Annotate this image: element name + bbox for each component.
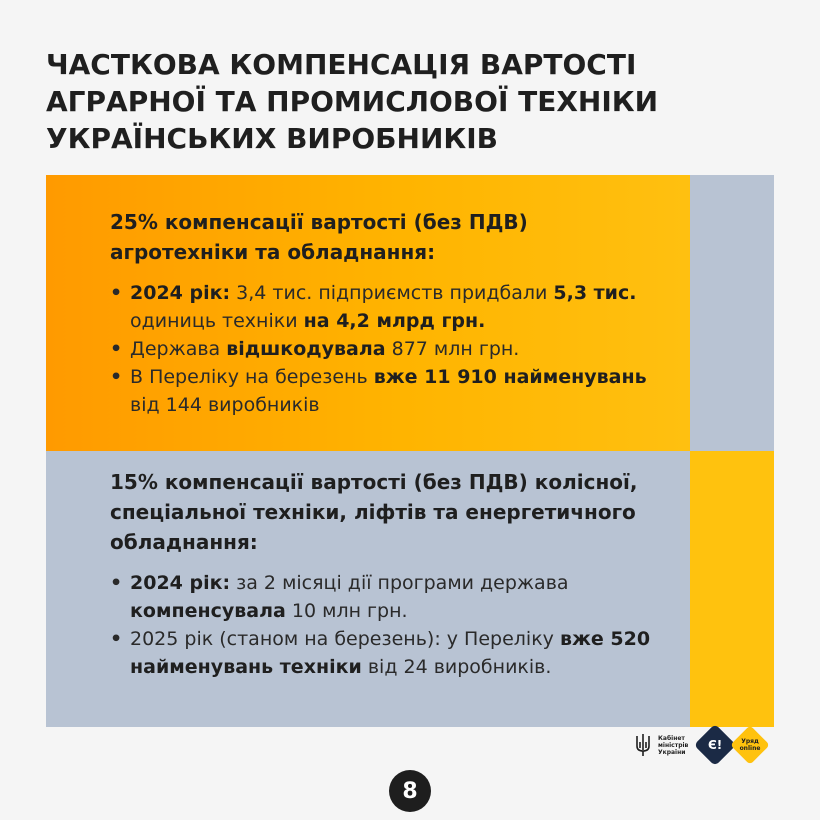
item-text: 10 млн грн.	[285, 600, 408, 622]
item-text: 877 млн грн.	[385, 338, 520, 360]
section-industrial-heading: 15% компенсації вартості (без ПДВ) колісної, спеціальної техніки, ліфтів та енергетичного обладнання:	[110, 470, 638, 554]
item-bold: вже 11 910 найменувань	[373, 366, 647, 388]
page-title: ЧАСТКОВА КОМПЕНСАЦІЯ ВАРТОСТІ АГРАРНОЇ ТА ПРОМИСЛОВОЇ ТЕХНІКИ УКРАЇНСЬКИХ ВИРОБНИКІВ	[46, 48, 659, 155]
logo-strip	[634, 728, 774, 762]
item-text: Держава	[130, 338, 227, 360]
trident-icon	[634, 732, 652, 758]
item-text: від 144 виробників	[130, 394, 320, 416]
list-item	[110, 279, 670, 335]
item-bold: 2024 рік:	[130, 282, 231, 304]
item-text: за 2 місяці дії програми держава	[230, 572, 569, 594]
section-industrial-list	[110, 569, 670, 681]
item-text: одиниць техніки	[130, 310, 304, 332]
item-text: 2025 рік (станом на березень): у Переліку	[130, 628, 560, 650]
item-text: В Переліку на березень	[130, 366, 374, 388]
list-item	[110, 625, 670, 681]
item-bold: відшкодувала	[226, 338, 386, 360]
item-text: 3,4 тис. підприємств придбали	[230, 282, 554, 304]
list-item	[110, 569, 670, 625]
list-item	[110, 363, 670, 419]
section-industrial	[46, 451, 690, 727]
side-accent-bottom	[690, 451, 774, 727]
uriad-online-text: Уряд online	[739, 738, 761, 752]
section-agro-heading: 25% компенсації вартості (без ПДВ) агротехніки та обладнання:	[110, 210, 528, 264]
diia-logo-glyph: Є!	[707, 738, 723, 752]
side-accent-top	[690, 175, 774, 451]
item-text: від 24 виробників.	[361, 656, 552, 678]
uriad-online-logo-icon	[730, 725, 770, 765]
item-bold: на 4,2 млрд грн.	[303, 310, 486, 332]
item-bold: компенсувала	[130, 600, 286, 622]
section-agro-list	[110, 279, 670, 419]
item-bold: вже 520 найменувань техніки	[130, 628, 651, 678]
item-bold: 5,3 тис.	[553, 282, 637, 304]
page-number: 8	[389, 770, 431, 812]
list-item	[110, 335, 670, 363]
item-bold: 2024 рік:	[130, 572, 231, 594]
diia-logo-icon	[694, 724, 736, 766]
section-agro	[46, 175, 690, 451]
cabinet-logo-text: Кабінет міністрів України	[658, 734, 689, 756]
